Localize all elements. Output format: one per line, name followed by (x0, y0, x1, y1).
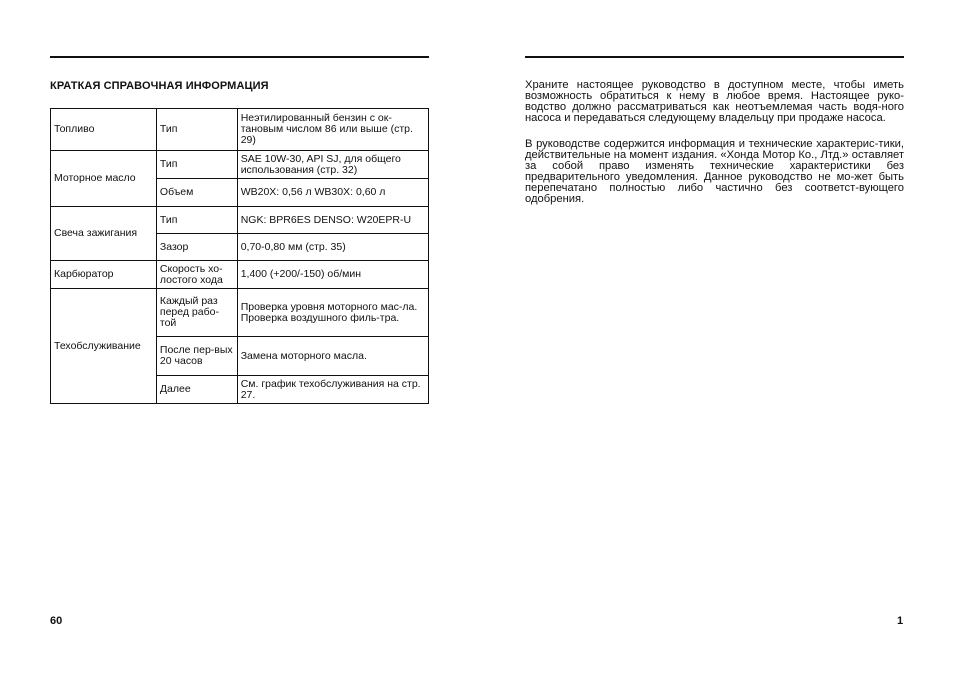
maintenance-later-label: Далее (156, 376, 237, 404)
oil-volume-label: Объем (156, 179, 237, 207)
top-rule-left (50, 56, 429, 58)
oil-volume-value: WB20X: 0,56 л WB30X: 0,60 л (237, 179, 428, 207)
section-title: КРАТКАЯ СПРАВОЧНАЯ ИНФОРМАЦИЯ (50, 80, 269, 92)
fuel-type-label: Тип (156, 109, 237, 151)
maintenance-later-value: См. график техобслуживания на стр. 27. (237, 376, 428, 404)
maintenance-each-value: Проверка уровня моторного мас-ла. Проверка воздушного филь-тра. (237, 289, 428, 337)
maintenance-first-value: Замена моторного масла. (237, 337, 428, 376)
page-number-left: 60 (50, 615, 63, 627)
spark-plug-label: Свеча зажигания (51, 207, 157, 261)
oil-label: Моторное масло (51, 151, 157, 207)
oil-type-value: SAE 10W-30, API SJ, для общего использования (стр. 32) (237, 151, 428, 179)
spark-type-label: Тип (156, 207, 237, 234)
table-row-carburetor (51, 261, 429, 289)
table-row-spark-type (51, 207, 429, 234)
oil-type-label: Тип (156, 151, 237, 179)
table-row-oil-type (51, 151, 429, 179)
page-number-right: 1 (897, 615, 904, 627)
idle-speed-value: 1,400 (+200/-150) об/мин (237, 261, 428, 289)
carburetor-label: Карбюратор (51, 261, 157, 289)
maintenance-each-label: Каждый раз перед рабо-той (156, 289, 237, 337)
intro-paragraph-1: Храните настоящее руководство в доступном месте, чтобы иметь возможность обратиться к нему в любое время. Настоящее руко-водство должно рассматриваться как неотъемлемая часть водя-ного насоса и передаваться следующему владельцу при продаже насоса. (525, 79, 904, 124)
maintenance-label: Техобслуживание (51, 289, 157, 404)
spec-table (50, 108, 429, 404)
fuel-label: Топливо (51, 109, 157, 151)
spark-gap-value: 0,70-0,80 мм (стр. 35) (237, 234, 428, 261)
table-row-maintenance-each (51, 289, 429, 337)
maintenance-first-label: После пер-вых 20 часов (156, 337, 237, 376)
table-row-fuel (51, 109, 429, 151)
fuel-type-value: Неэтилированный бензин с ок-тановым числом 86 или выше (стр. 29) (237, 109, 428, 151)
spark-gap-label: Зазор (156, 234, 237, 261)
top-rule-right (525, 56, 904, 58)
intro-paragraph-2: В руководстве содержится информация и технические характерис-тики, действительные на момент издания. «Хонда Мотор Ко., Лтд.» оставляет за собой право изменять технические характеристики без предварительного уведомления. Данное руководство не мо-жет быть перепечатано полностью либо частично без соответст-вующего одобрения. (525, 138, 904, 205)
spark-type-value: NGK: BPR6ES DENSO: W20EPR-U (237, 207, 428, 234)
idle-speed-label: Скорость хо-лостого хода (156, 261, 237, 289)
